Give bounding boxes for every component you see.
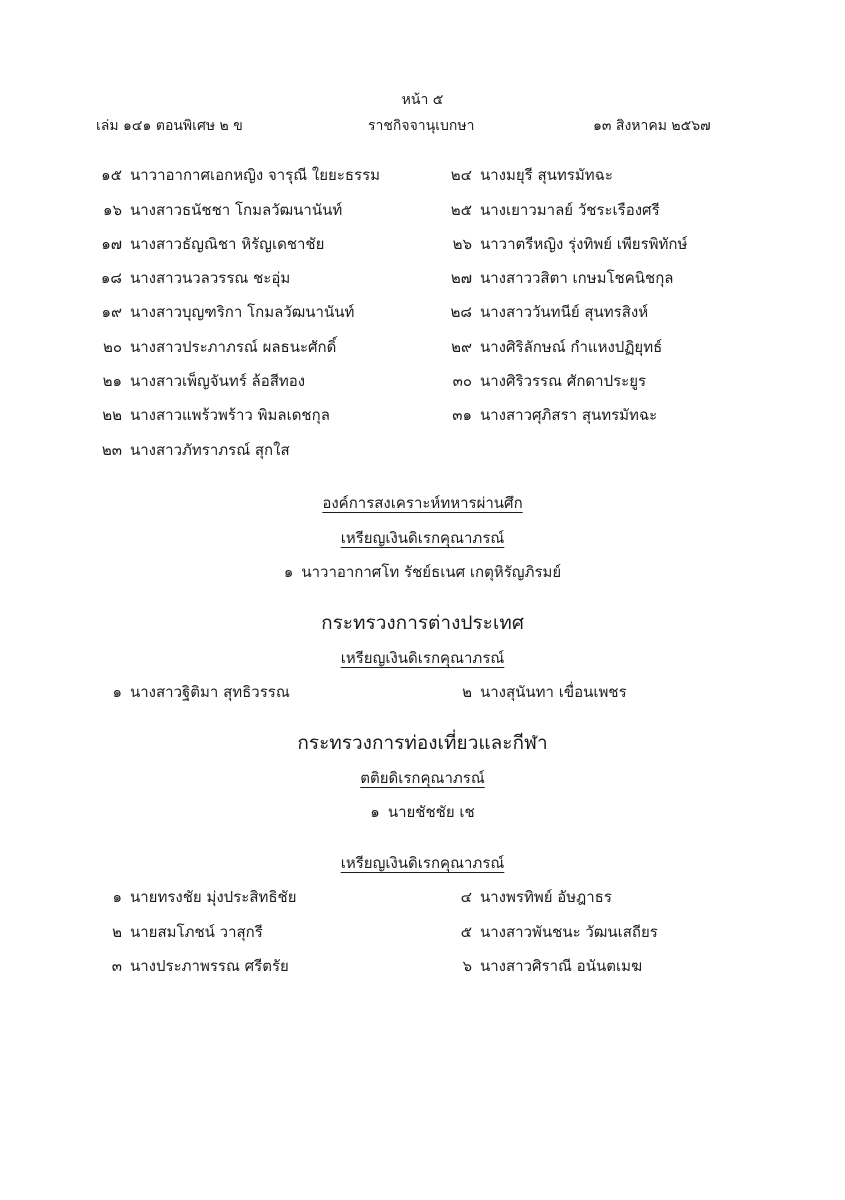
list-item: ๒๔ นางมยุรี สุนทรมัทฉะ — [450, 166, 613, 184]
list-item: ๓๑ นางสาวศุภิสรา สุนทรมัทฉะ — [452, 406, 658, 424]
list-item: ๑ นางสาวฐิติมา สุทธิวรรณ — [112, 683, 290, 701]
medal-heading: เหรียญเงินดิเรกคุณาภรณ์ — [340, 649, 505, 667]
list-item: ๑ นายทรงชัย มุ่งประสิทธิชัย — [112, 888, 297, 906]
list-item: ๒๒ นางสาวแพร้วพร้าว พิมลเดชกุล — [102, 406, 330, 424]
org-heading-veterans: องค์การสงเคราะห์ทหารผ่านศึก — [322, 494, 523, 512]
list-item: ๑๕ นาวาอากาศเอกหญิง จารุณี ใยยะธรรม — [101, 166, 381, 184]
list-item: ๒๘ นางสาววันทนีย์ สุนทรสิงห์ — [450, 303, 649, 321]
list-item: ๓ นางประภาพรรณ ศรีตรัย — [111, 957, 289, 975]
volume-info: เล่ม ๑๔๑ ตอนพิเศษ ๒ ข — [96, 118, 243, 134]
gazette-title: ราชกิจจานุเบกษา — [368, 118, 475, 134]
list-item: ๓๐ นางศิริวรรณ ศักดาประยูร — [452, 372, 647, 390]
list-item: ๑๗ นางสาวธัญณิชา หิรัญเดชาชัย — [101, 235, 325, 253]
list-item: ๒๕ นางเยาวมาลย์ วัชระเรืองศรี — [450, 201, 660, 219]
medal-heading: เหรียญเงินดิเรกคุณาภรณ์ — [340, 529, 505, 547]
list-item: ๒๙ นางศิริลักษณ์ กำแหงปฏิยุทธ์ — [451, 338, 663, 356]
medal-heading: ตติยดิเรกคุณาภรณ์ — [360, 769, 485, 787]
list-item: ๒๑ นางสาวเพ็ญจันทร์ ล้อสีทอง — [102, 372, 306, 390]
list-item: ๒๐ นางสาวประภาภรณ์ ผลธนะศักดิ์ — [102, 338, 337, 356]
list-item: ๒ นางสุนันทา เขื่อนเพชร — [462, 683, 627, 701]
list-item: ๕ นางสาวพันชนะ วัฒนเสถียร — [460, 923, 658, 941]
org-heading-foreign-affairs: กระทรวงการต่างประเทศ — [321, 612, 524, 634]
list-item: ๑ นายชัชชัย เช — [370, 803, 475, 821]
org-heading-tourism-sports: กระทรวงการท่องเที่ยวและกีฬา — [297, 732, 548, 754]
issue-date: ๑๓ สิงหาคม ๒๕๖๗ — [593, 118, 711, 134]
list-item: ๒ นายสมโภชน์ วาสุกรี — [112, 923, 263, 941]
list-item: ๑๘ นางสาวนวลวรรณ ชะอุ่ม — [100, 269, 291, 287]
list-item: ๖ นางสาวศิราณี อนันตเมฆ — [462, 957, 643, 975]
list-item: ๑๖ นางสาวธนัชชา โกมลวัฒนานันท์ — [102, 201, 343, 219]
page-number: หน้า ๕ — [401, 92, 444, 108]
list-item: ๒๓ นางสาวภัทราภรณ์ สุกใส — [101, 441, 290, 459]
list-item: ๑๙ นางสาวบุญฑริกา โกมลวัฒนานันท์ — [101, 303, 355, 321]
list-item: ๔ นางพรทิพย์ อัษฎาธร — [460, 888, 612, 906]
list-item: ๑ นาวาอากาศโท รัชย์ธเนศ เกตุหิรัญภิรมย์ — [283, 563, 562, 581]
list-item: ๒๗ นางสาววสิตา เกษมโชคนิชกุล — [450, 269, 674, 287]
list-item: ๒๖ นาวาตรีหญิง รุ่งทิพย์ เพียรพิทักษ์ — [452, 235, 688, 253]
medal-heading: เหรียญเงินดิเรกคุณาภรณ์ — [340, 854, 505, 872]
